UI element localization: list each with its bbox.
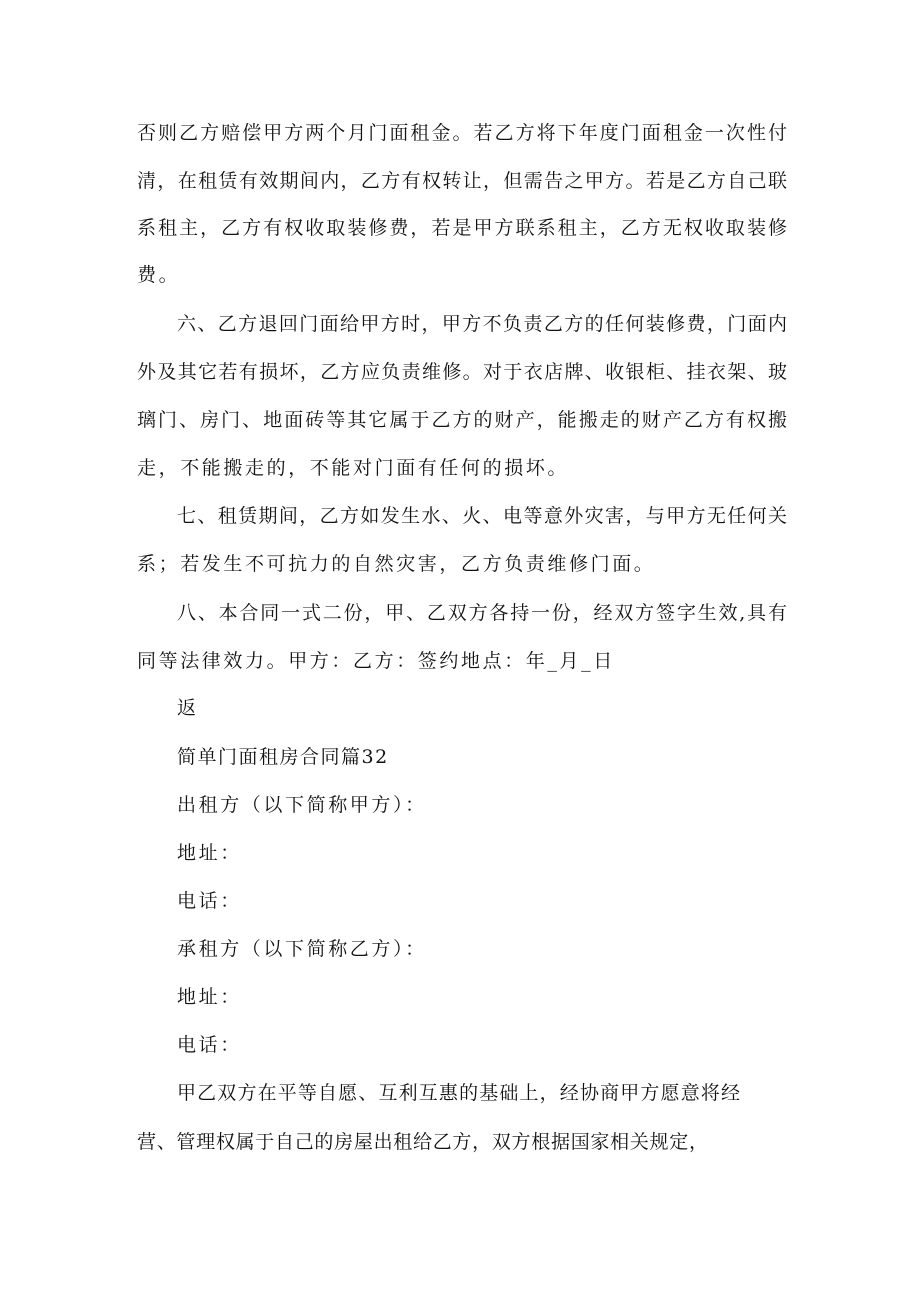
paragraph-line: 系；若发生不可抗力的自然灾害，乙方负责维修门面。	[137, 553, 656, 575]
paragraph-line: 系租主，乙方有权收取装修费，若是甲方联系租主，乙方无权收取装修	[137, 217, 787, 239]
paragraph-line: 七、租赁期间，乙方如发生水、火、电等意外灾害，与甲方无任何关	[177, 505, 787, 527]
paragraph-line: 八、本合同一式二份，甲、乙双方各持一份，经双方签字生效,具有	[177, 602, 787, 624]
paragraph-line: 六、乙方退回门面给甲方时，甲方不负责乙方的任何装修费，门面内	[177, 313, 787, 335]
paragraph-line: 营、管理权属于自己的房屋出租给乙方，双方根据国家相关规定，	[137, 1131, 708, 1153]
section-title: 简单门面租房合同篇32	[177, 746, 389, 768]
paragraph-line: 璃门、房门、地面砖等其它属于乙方的财产，能搬走的财产乙方有权搬	[137, 409, 787, 431]
paragraph-line: 出租方（以下简称甲方）：	[177, 794, 427, 816]
paragraph-line: 否则乙方赔偿甲方两个月门面租金。若乙方将下年度门面租金一次性付	[137, 122, 787, 144]
paragraph-line: 甲乙双方在平等自愿、互利互惠的基础上，经协商甲方愿意将经	[177, 1082, 740, 1104]
paragraph-line: 返	[177, 697, 199, 719]
paragraph-line: 承租方（以下简称乙方）：	[177, 938, 427, 960]
paragraph-line: 电话：	[177, 890, 242, 912]
paragraph-line: 清，在租赁有效期间内，乙方有权转让，但需告之甲方。若是乙方自己联	[137, 170, 787, 192]
paragraph-line: 走，不能搬走的，不能对门面有任何的损坏。	[137, 457, 570, 479]
paragraph-line: 地址：	[177, 986, 242, 1008]
paragraph-line: 地址：	[177, 842, 242, 864]
paragraph-line: 外及其它若有损坏，乙方应负责维修。对于衣店牌、收银柜、挂衣架、玻	[137, 361, 787, 383]
paragraph-line: 同等法律效力。甲方：乙方：签约地点：年_月_日	[137, 650, 615, 672]
paragraph-line: 费。	[137, 264, 181, 286]
paragraph-line: 电话：	[177, 1034, 242, 1056]
